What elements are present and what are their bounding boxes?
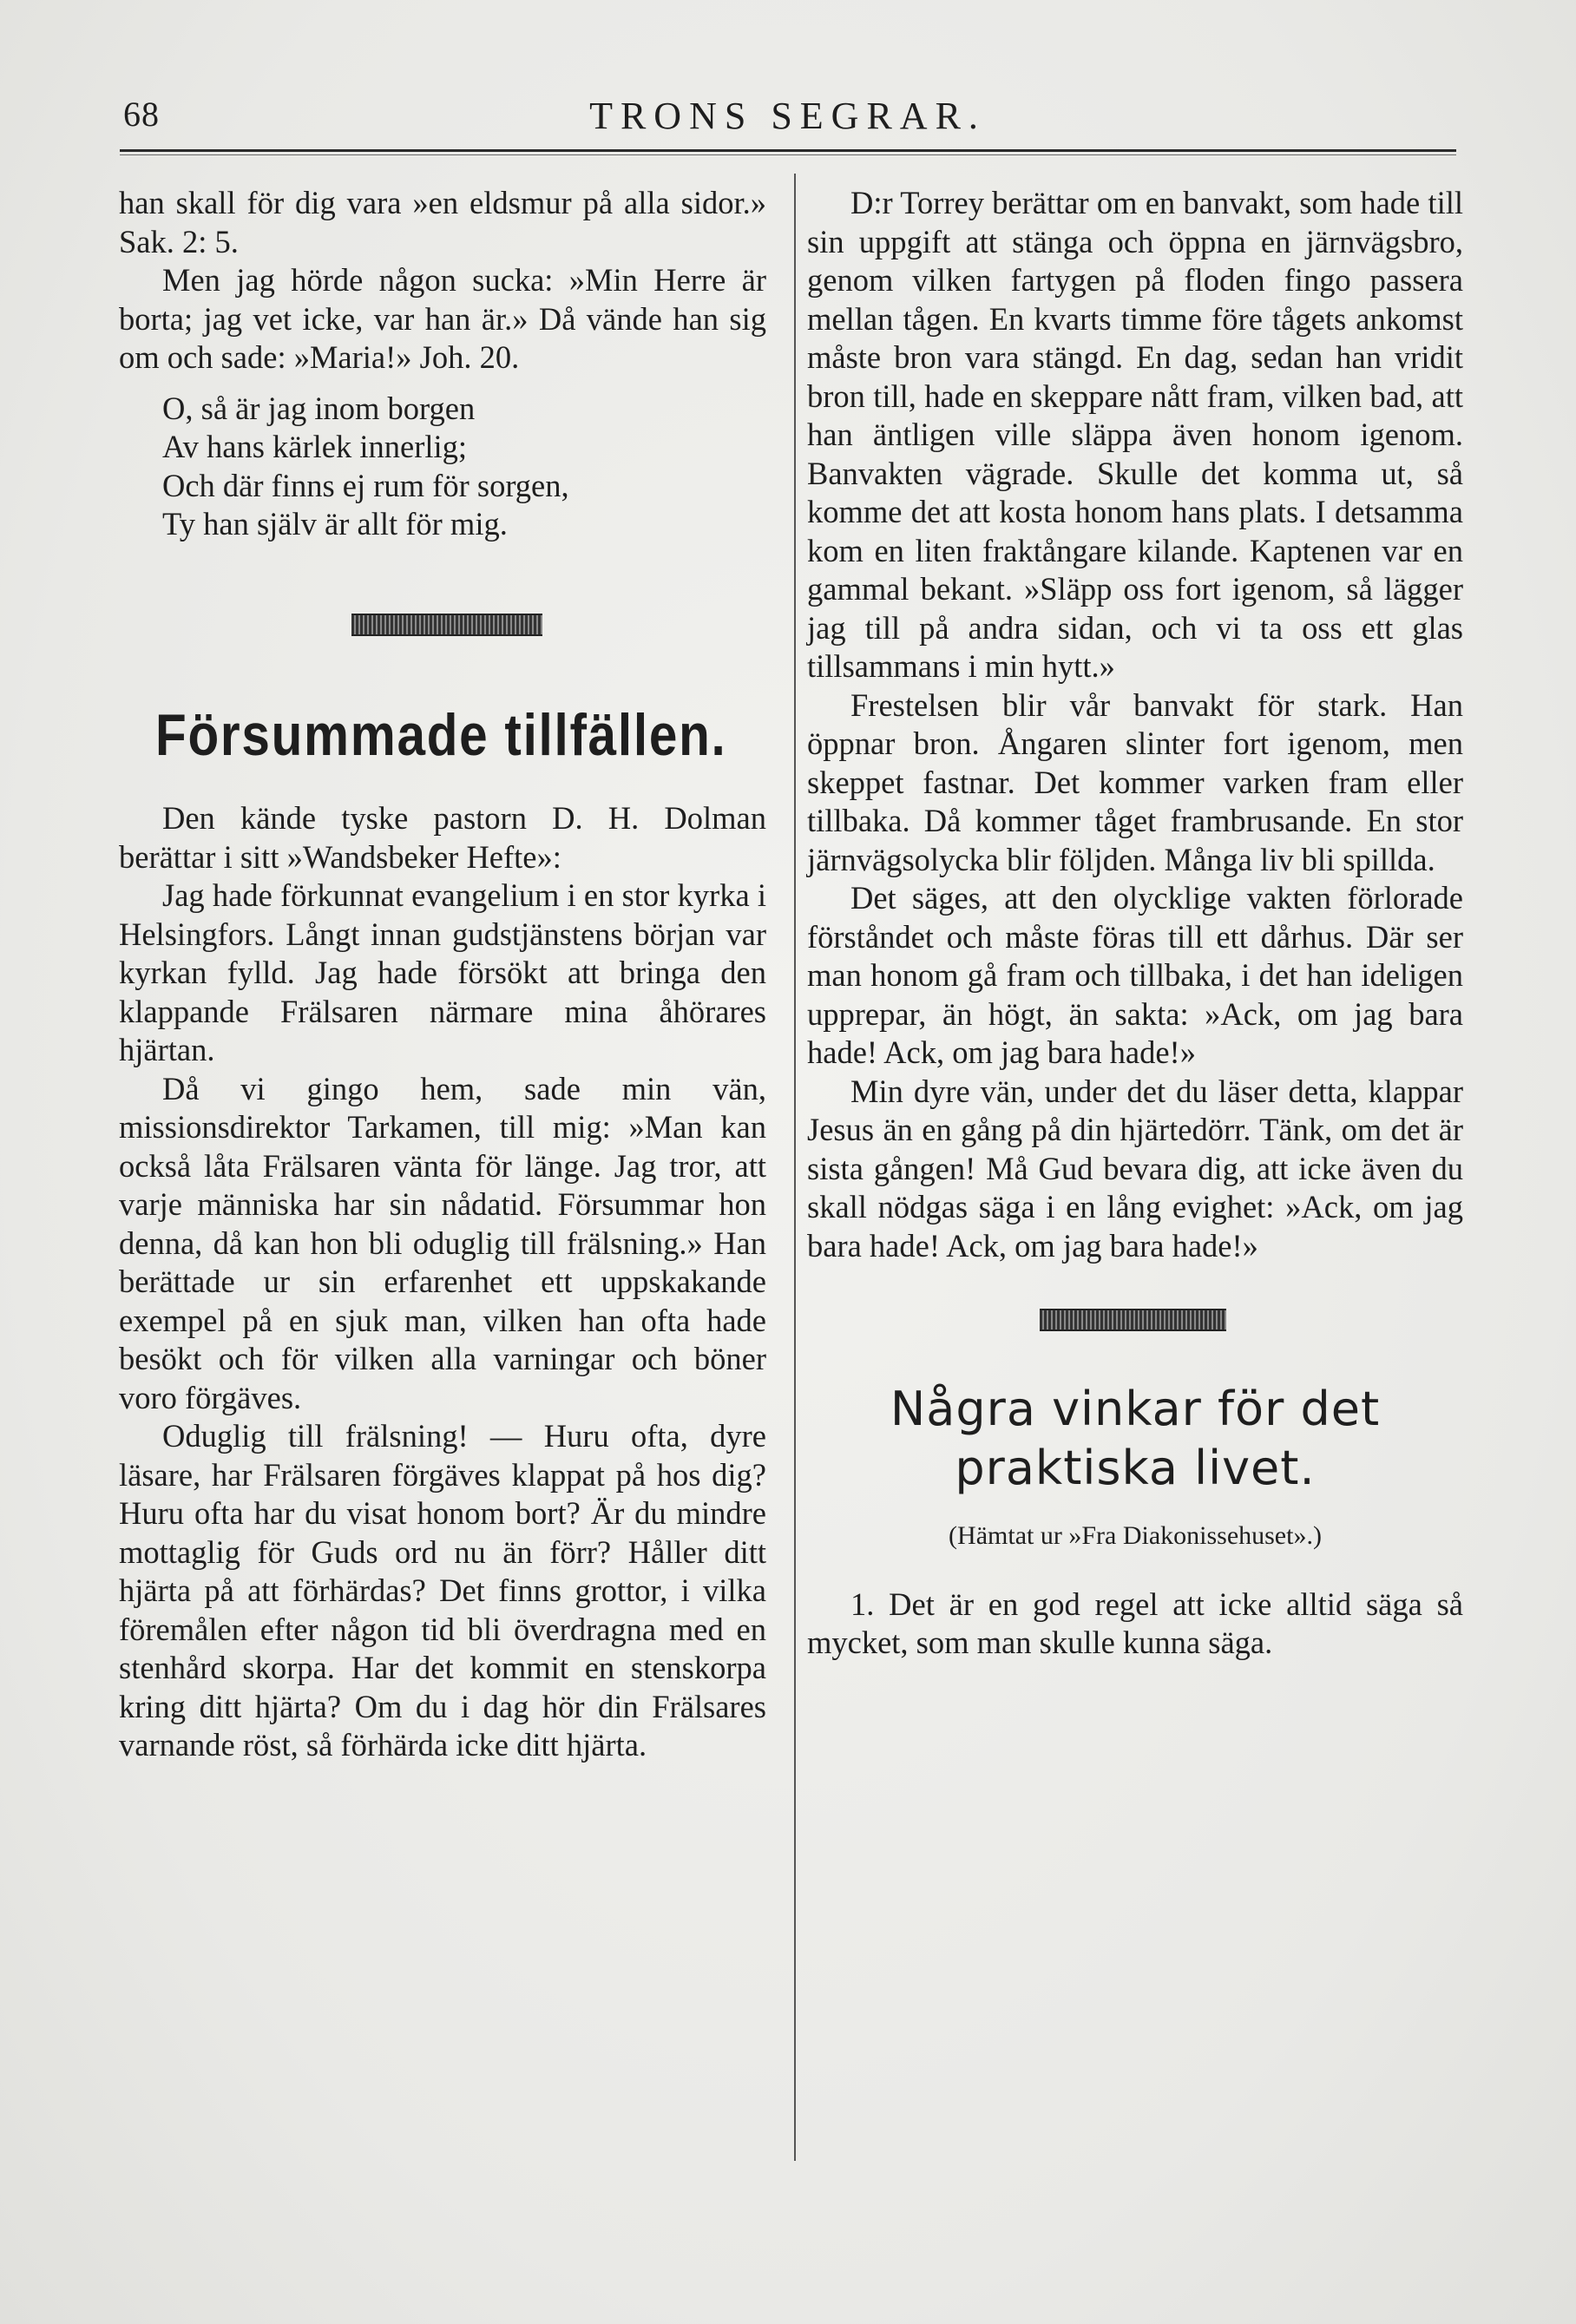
right-column [807, 184, 1463, 1663]
article-headline: Några vinkar för det praktiska livet. [890, 1382, 1381, 1495]
paragraph: 1. Det är en god regel att icke alltid säga så mycket, som man skulle kunna säga. [807, 1585, 1463, 1660]
paragraph: Men jag hörde någon sucka: »Min Herre är borta; jag vet icke, var han är.» Då vände han sig om och sade: »Maria!» Joh. 20. [119, 262, 766, 375]
page-header [121, 94, 1454, 146]
poem-line: Av hans kärlek innerlig; [162, 429, 468, 464]
paragraph: Frestelsen blir vår banvakt för stark. Han öppnar bron. Ångaren slinter fort igenom, men skeppet fastnar. Det kommer varken fram eller tillbaka. Då kommer tåget frambrusande. En stor järnvägsolycka blir följden. Många liv bli spillda. [807, 686, 1463, 877]
poem-stanza [162, 390, 766, 544]
header-rule-thin [120, 154, 1456, 155]
ornament-divider [1040, 1309, 1226, 1331]
left-column [119, 184, 766, 1765]
paragraph: han skall för dig vara »en eldsmur på alla sidor.» Sak. 2: 5. [119, 185, 766, 259]
header-rule [120, 149, 1456, 152]
paragraph: Min dyre vän, under det du läser detta, klappar Jesus än en gång på din hjärtedörr. Tänk, om det är sista gången! Må Gud bevara dig, att icke även du skall nödgas säga i en lång evighet: »Ack, om jag bara hade! Ack, om jag bara hade!» [807, 1073, 1463, 1264]
paragraph: D:r Torrey berättar om en banvakt, som hade till sin uppgift att stänga och öppna en järnvägsbro, genom vilken fartygen på floden fingo passera mellan tågen. En kvarts timme före tågets ankomst måste bron vara stängd. En dag, sedan han vridit bron till, hade en skeppare nått fram, vilken bad, att han äntligen ville släppa även honom igenom. Banvakten vägrade. Skulle det komma ut, så komme det att kosta honom hans plats. I detsamma kom en liten fraktångare kilande. Kaptenen var en gammal bekant. »Släpp oss fort igenom, så lägger jag till på andra sidan, och vi ta oss ett glas tillsammans i min hytt.» [807, 185, 1463, 684]
article-source-note: (Hämtat ur »Fra Diakonissehuset».) [949, 1521, 1322, 1550]
ornament-divider [351, 614, 542, 636]
running-title: TRONS SEGRAR. [589, 95, 986, 137]
page-number: 68 [123, 95, 160, 134]
poem-line: Och där finns ej rum för sorgen, [162, 467, 569, 503]
paragraph: Det säges, att den olycklige vakten förlorade förståndet och måste föras till ett dårhus. Där ser man honom gå fram och tillbaka, i det han ideligen upprepar, än högt, än sakta: »Ack, om jag bara hade! Ack, om jag bara hade!» [807, 880, 1463, 1070]
column-divider [794, 174, 796, 2161]
article-headline: Försummade tillfällen. [155, 701, 727, 768]
paragraph: Den kände tyske pastorn D. H. Dolman berättar i sitt »Wandsbeker Hefte»: [119, 800, 766, 875]
paragraph: Oduglig till frälsning! — Huru ofta, dyre läsare, har Frälsaren förgäves klappat på hos dig? Huru ofta har du visat honom bort? Är du mindre mottaglig för Guds ord nu än förr? Håller ditt hjärta på att förhärdas? Det finns grottor, i vilka föremålen efter någon tid bli överdragna med en stenhård skorpa. Har det kommit en stenskorpa kring ditt hjärta? Om du i dag hör din Frälsares varnande röst, så förhärda icke ditt hjärta. [119, 1418, 766, 1763]
paragraph: Jag hade förkunnat evangelium i en stor kyrka i Helsingfors. Långt innan gudstjänstens början var kyrkan fylld. Jag hade försökt att bringa den klappande Frälsaren närmare mina åhörares hjärtan. [119, 877, 766, 1067]
poem-line: Ty han själv är allt för mig. [162, 506, 508, 542]
poem-line: O, så är jag inom borgen [162, 390, 476, 426]
paragraph: Då vi gingo hem, sade min vän, missionsdirektor Tarkamen, till mig: »Man kan också låta Frälsaren vänta för länge. Jag tror, att varje människa har sin nådatid. Försummar hon denna, då kan hon bli oduglig till frälsning.» Han berättade ur sin erfarenhet ett uppskakande exempel på en sjuk man, vilken han ofta hade besökt och för vilken alla varningar och böner voro förgäves. [119, 1070, 766, 1415]
